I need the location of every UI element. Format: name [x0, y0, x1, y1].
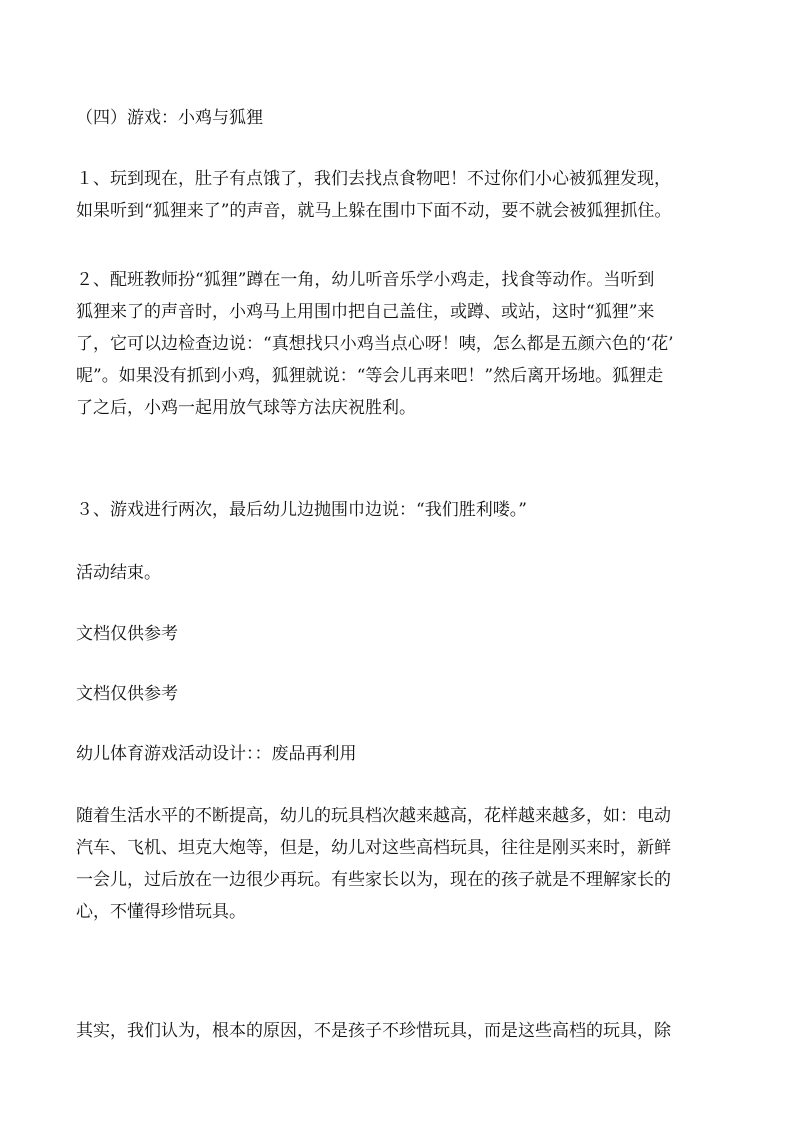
paragraph-5 — [76, 800, 736, 928]
activity-heading — [76, 738, 736, 770]
paragraph-2 — [76, 264, 736, 424]
paragraph-5-line-4: 心，不懂得珍惜玩具。 — [76, 902, 246, 922]
activity-heading-text: 幼儿体育游戏活动设计：：废品再利用 — [76, 744, 357, 764]
paragraph-1-line-2: 如果听到“狐狸来了”的声音，就马上躲在围巾下面不动，要不就会被狐狸抓住。 — [76, 201, 672, 221]
section-title — [76, 102, 736, 134]
paragraph-5-line-1: 随着生活水平的不断提高，幼儿的玩具档次越来越高，花样越来越多，如：电动 — [76, 806, 671, 826]
paragraph-5-line-2: 汽车、飞机、坦克大炮等，但是，幼儿对这些高档玩具，往往是刚买来时，新鲜 — [76, 838, 671, 858]
paragraph-1 — [76, 163, 736, 227]
reference-note-1 — [76, 618, 736, 650]
reference-note-1-text: 文档仅供参考 — [76, 624, 178, 644]
paragraph-2-line-4: 呢”。如果没有抓到小鸡，狐狸就说：“等会儿再来吧！”然后离开场地。狐狸走 — [76, 366, 664, 386]
activity-end — [76, 557, 736, 589]
paragraph-6 — [76, 1015, 736, 1047]
paragraph-2-line-3: 了，它可以边检查边说：“真想找只小鸡当点心呀！咦，怎么都是五颜六色的‘花’ — [76, 334, 674, 354]
paragraph-2-line-5: 了之后，小鸡一起用放气球等方法庆祝胜利。 — [76, 398, 416, 418]
paragraph-3 — [76, 494, 736, 526]
activity-end-text: 活动结束。 — [76, 563, 161, 583]
paragraph-6-line-1: 其实，我们认为，根本的原因，不是孩子不珍惜玩具，而是这些高档的玩具，除 — [76, 1021, 671, 1041]
paragraph-2-line-2: 狐狸来了的声音时，小鸡马上用围巾把自己盖住，或蹲、或站，这时“狐狸”来 — [76, 302, 655, 322]
paragraph-1-line-1: １、玩到现在，肚子有点饿了，我们去找点食物吧！不过你们小心被狐狸发现， — [76, 169, 671, 189]
paragraph-5-line-3: 一会儿，过后放在一边很少再玩。有些家长以为，现在的孩子就是不理解家长的 — [76, 870, 671, 890]
section-title-text: （四）游戏：小鸡与狐狸 — [76, 108, 263, 128]
reference-note-2-text: 文档仅供参考 — [76, 684, 178, 704]
paragraph-2-line-1: ２、配班教师扮“狐狸”蹲在一角，幼儿听音乐学小鸡走，找食等动作。当听到 — [76, 270, 655, 290]
paragraph-3-line-1: ３、游戏进行两次，最后幼儿边抛围巾边说：“我们胜利喽。” — [76, 500, 527, 520]
reference-note-2 — [76, 678, 736, 710]
